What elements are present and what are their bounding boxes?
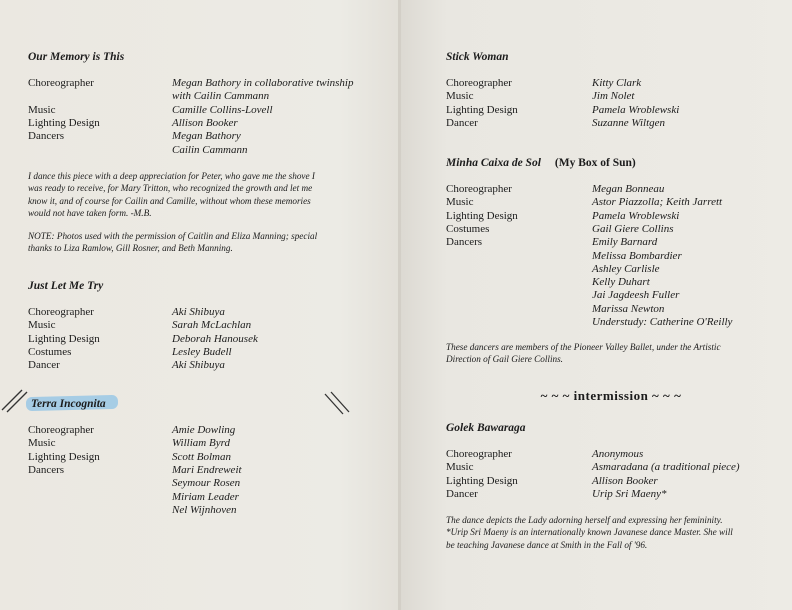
credit-name: Kelly Duhart (592, 276, 650, 289)
credit-name: Marissa Newton (592, 302, 665, 315)
credit-role: Lighting Design (28, 450, 100, 463)
credit-role: Music (28, 437, 56, 450)
credit-role: Costumes (446, 222, 490, 235)
credit-name: Allison Booker (592, 474, 658, 487)
credit-name: Pamela Wroblewski (592, 103, 680, 116)
credit-name: Lesley Budell (172, 345, 232, 358)
credit-name: Aki Shibuya (172, 306, 225, 318)
piece-title-terra-incognita: Terra Incognita (31, 398, 106, 410)
credit-name: Seymour Rosen (172, 477, 241, 490)
note-line: would not have taken form. -M.B. (28, 207, 152, 218)
credit-name: Amie Dowling (172, 424, 236, 436)
credit-name: Gail Giere Collins (592, 222, 674, 235)
credit-role: Lighting Design (446, 103, 518, 116)
note-line: be teaching Javanese dance at Smith in the Fall of '96. (446, 539, 648, 550)
credit-role: Dancer (446, 487, 478, 500)
credit-role: Choreographer (28, 424, 94, 436)
credit-role: Music (446, 196, 474, 209)
credit-name: Scott Bolman (172, 450, 231, 463)
credit-name: Deborah Hanousek (172, 332, 258, 345)
note-line: Direction of Gail Giere Collins. (446, 354, 563, 365)
credit-role: Lighting Design (446, 209, 518, 222)
credit-name: Pamela Wroblewski (592, 209, 680, 222)
note-line: was ready to receive, for Mary Tritton, who recognized the growth and let me (28, 183, 313, 194)
credit-role: Dancers (446, 236, 483, 249)
credit-name: Jai Jagdeesh Fuller (592, 289, 680, 302)
credit-role: Dancer (446, 116, 478, 129)
note-line: NOTE: Photos used with the permission of Caitlin and Eliza Manning; special (28, 231, 318, 241)
credit-name: Megan Bathory in collaborative twinship (172, 77, 354, 89)
note-line: know it, and of course for Cailin and Camille, without whom these memories (28, 195, 311, 206)
credit-name: Understudy: Catherine O'Reilly (592, 316, 733, 328)
piece-title-golek: Golek Bawaraga (446, 422, 526, 434)
credit-role: Dancers (28, 463, 65, 476)
credit-name: Jim Nolet (592, 90, 635, 103)
credit-role: Music (28, 103, 56, 116)
credit-role: Lighting Design (28, 116, 100, 129)
credit-role: Choreographer (446, 183, 512, 195)
piece-title-our-memory: Our Memory is This (28, 51, 125, 63)
credit-role: Choreographer (446, 448, 512, 460)
pioneer-valley-note (446, 341, 776, 366)
credit-name: Megan Bonneau (592, 183, 665, 195)
credit-name: Emily Barnard (592, 236, 658, 249)
credit-name: Suzanne Wiltgen (592, 116, 666, 129)
credit-role: Choreographer (28, 77, 94, 89)
credit-name: Ashley Carlisle (592, 262, 660, 275)
credit-name: Miriam Leader (172, 490, 239, 503)
credit-role: Costumes (28, 345, 72, 358)
note-line: These dancers are members of the Pioneer Valley Ballet, under the Artistic (446, 342, 721, 352)
credit-name: Melissa Bombardier (592, 249, 682, 262)
credit-role: Choreographer (28, 306, 94, 318)
credit-name: with Cailin Cammann (172, 90, 270, 103)
credit-name: Megan Bathory (172, 130, 241, 143)
credit-name: Cailin Cammann (172, 143, 248, 156)
credit-name: Mari Endreweit (172, 463, 242, 476)
credit-role: Lighting Design (446, 474, 518, 487)
credit-name: William Byrd (172, 437, 230, 450)
credit-name: Asmaradana (a traditional piece) (592, 461, 740, 474)
minha-title-text: Minha Caixa de Sol (446, 157, 541, 169)
credit-role: Music (446, 461, 474, 474)
credit-role: Choreographer (446, 77, 512, 89)
note-line: thanks to Liza Ramlow, Gill Rosner, and Beth Manning. (28, 243, 233, 254)
piece-title-minha-caixa (446, 157, 636, 169)
credit-role: Music (446, 90, 474, 103)
credit-name: Allison Booker (172, 116, 238, 129)
credit-name: Sarah McLachlan (172, 319, 252, 332)
credit-role: Dancer (28, 359, 60, 372)
credit-name: Aki Shibuya (172, 359, 225, 372)
note-line: The dance depicts the Lady adorning herself and expressing her femininity. (446, 515, 723, 525)
credit-name: Anonymous (592, 448, 644, 460)
golek-note (446, 514, 781, 551)
piece-title-stick-woman: Stick Woman (446, 51, 509, 63)
note-line: *Urip Sri Maeny is an internationally known Javanese dance Master. She will (446, 527, 733, 538)
credit-role: Music (28, 319, 56, 332)
intermission-heading: ~ ~ ~ intermission ~ ~ ~ (540, 388, 682, 403)
credit-name: Kitty Clark (592, 77, 642, 89)
credit-name: Nel Wijnhoven (172, 503, 237, 516)
credit-role: Lighting Design (28, 332, 100, 345)
credit-name: Astor Piazzolla; Keith Jarrett (592, 196, 723, 209)
piece-title-just-let-me-try: Just Let Me Try (28, 280, 104, 292)
credit-name: Urip Sri Maeny* (592, 487, 667, 500)
credit-name: Camille Collins-Lovell (172, 103, 273, 116)
minha-subtitle: (My Box of Sun) (554, 157, 636, 169)
credit-role: Dancers (28, 130, 65, 143)
note-line: I dance this piece with a deep appreciation for Peter, who gave me the shove I (28, 171, 315, 181)
